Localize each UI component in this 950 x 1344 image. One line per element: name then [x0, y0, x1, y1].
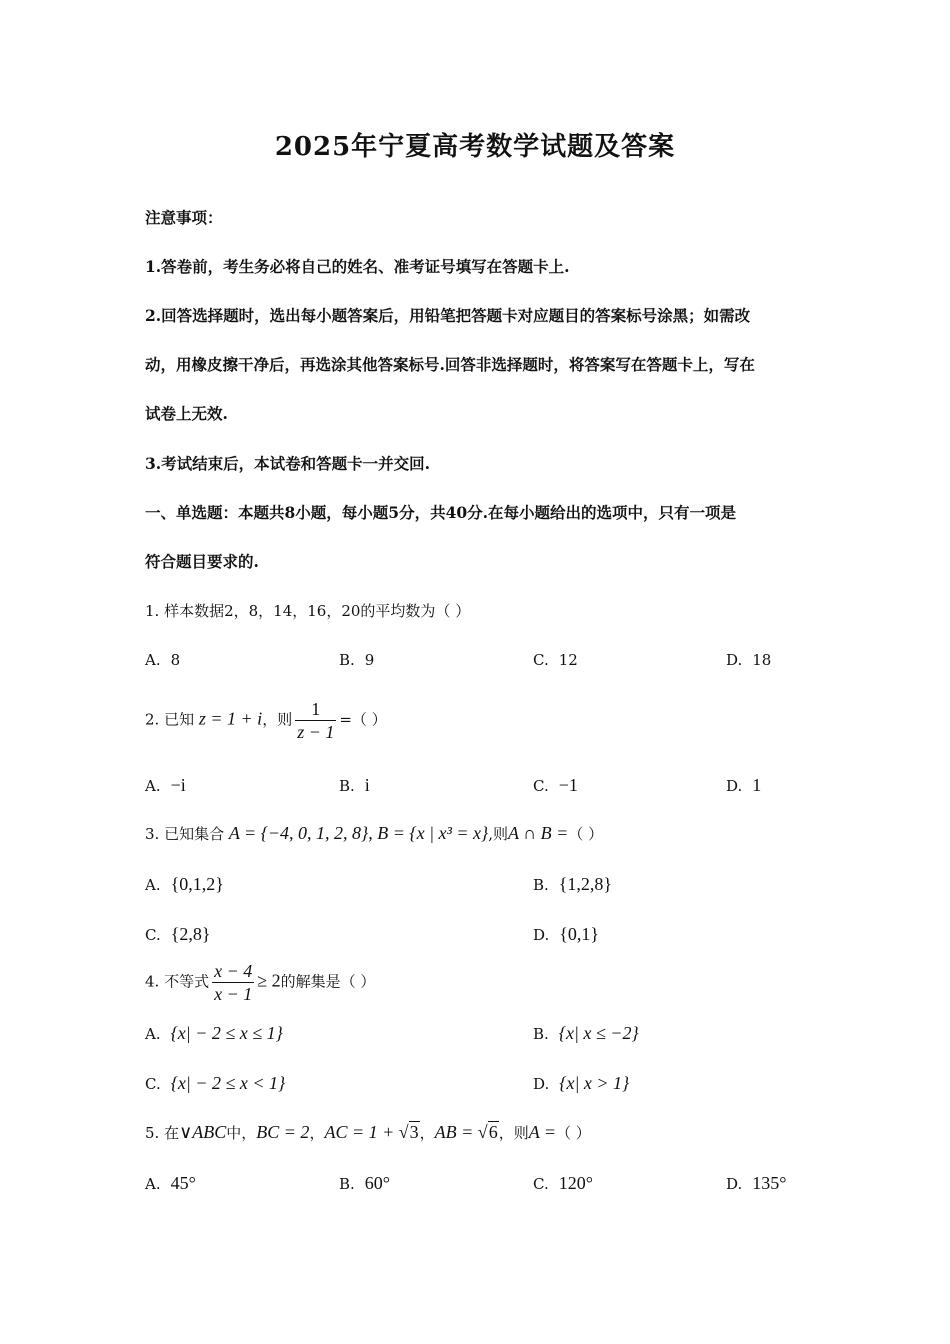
option-letter: C.	[533, 777, 549, 795]
option-letter: B.	[533, 1025, 549, 1043]
option-letter: C.	[533, 1175, 549, 1193]
q5-option-c	[533, 1173, 593, 1194]
option-letter: D.	[726, 777, 743, 795]
notice-item-2-line-3: 试卷上无效.	[145, 404, 228, 423]
option-letter: B.	[339, 777, 355, 795]
q5-ab-radicand: 6	[488, 1122, 498, 1142]
option-value: 60°	[364, 1173, 390, 1193]
option-letter: C.	[533, 651, 549, 669]
option-letter: B.	[339, 1175, 355, 1193]
option-letter: A.	[145, 1025, 161, 1043]
fraction-denominator: z − 1	[297, 722, 335, 742]
q2-option-b	[339, 775, 370, 796]
q5-ac: AC = 1 +	[324, 1122, 399, 1142]
option-value: 9	[364, 651, 375, 669]
option-letter: D.	[726, 1175, 743, 1193]
q1-option-c	[533, 651, 578, 669]
q5-text-1: 中，	[226, 1124, 257, 1142]
notice-item-2-line-2: 动，用橡皮擦干净后，再选涂其他答案标号.回答非选择题时，将答案写在答题卡上，写在	[145, 355, 755, 374]
q2-option-a	[145, 775, 186, 796]
q3-option-c	[145, 924, 211, 945]
q3-mid: ,则	[488, 825, 509, 843]
q5-bc: BC = 2	[256, 1122, 310, 1142]
q5-tail: （ ）	[556, 1124, 591, 1142]
notice-heading: 注意事项：	[145, 208, 223, 227]
option-value: {x| − 2 ≤ x ≤ 1}	[170, 1023, 283, 1043]
section-heading-line-2: 符合题目要求的.	[145, 552, 259, 571]
option-value: {2,8}	[170, 924, 211, 944]
option-value: i	[364, 775, 370, 795]
option-value: −1	[558, 775, 578, 795]
q5-option-a	[145, 1173, 196, 1194]
option-value: 45°	[170, 1173, 196, 1193]
option-value: {0,1,2}	[170, 874, 224, 894]
option-value: {x| x > 1}	[559, 1073, 630, 1093]
option-value: 135°	[752, 1173, 787, 1193]
option-value: 120°	[558, 1173, 593, 1193]
option-value: {x| x ≤ −2}	[558, 1023, 639, 1043]
q2-mid: ，则	[262, 710, 293, 729]
option-letter: C.	[145, 926, 161, 944]
notice-item-2-line-1: 2.回答选择题时，选出每小题答案后，用铅笔把答题卡对应题目的答案标号涂黑；如需改	[145, 306, 751, 325]
option-value: 1	[752, 775, 762, 795]
q4-lead: 4. 不等式	[145, 972, 210, 991]
option-value: 12	[558, 651, 578, 669]
fraction-numerator: 1	[295, 698, 336, 721]
fraction-denominator: x − 1	[214, 984, 253, 1004]
q3-option-b	[533, 874, 612, 895]
option-letter: C.	[145, 1075, 161, 1093]
q5-a-equals: A =	[528, 1122, 557, 1142]
q3-tail: （ ）	[568, 825, 604, 843]
q5-text-4: ，则	[498, 1124, 529, 1142]
q5-text-2: ，	[309, 1124, 325, 1142]
q5-option-b	[339, 1173, 390, 1194]
q5-lead: 5. 在	[145, 1124, 180, 1142]
q1-option-d	[726, 651, 771, 669]
option-letter: A.	[145, 1175, 161, 1193]
q3-option-a	[145, 874, 224, 895]
option-letter: A.	[145, 777, 161, 795]
q4-option-c	[145, 1073, 285, 1094]
q4-fraction	[212, 960, 254, 1005]
option-letter: D.	[533, 926, 550, 944]
option-value: 18	[752, 651, 772, 669]
q2-lead: 2. 已知	[145, 710, 195, 729]
q2-expression: z = 1 + i	[198, 708, 263, 729]
option-letter: D.	[533, 1075, 550, 1093]
q5-ac-radicand: 3	[409, 1122, 419, 1142]
option-value: {x| − 2 ≤ x < 1}	[170, 1073, 286, 1093]
q3-option-d	[533, 924, 599, 945]
notice-item-3: 3.考试结束后，本试卷和答题卡一并交回.	[145, 454, 431, 473]
sqrt-sign: √	[398, 1122, 409, 1142]
option-value: 8	[170, 651, 181, 669]
q3-expression: A = {−4, 0, 1, 2, 8}, B = {x | x³ = x}	[228, 823, 489, 843]
option-letter: A.	[145, 876, 161, 894]
q5-text-3: ，	[419, 1124, 435, 1142]
option-value: {1,2,8}	[558, 874, 613, 894]
q4-option-d	[533, 1073, 629, 1094]
question-1: 1. 样本数据2，8，14，16，20的平均数为（ ）	[145, 602, 471, 620]
option-value: {0,1}	[559, 924, 600, 944]
q5-ab: AB =	[434, 1122, 478, 1142]
q1-option-b	[339, 651, 374, 669]
fraction-numerator: x − 4	[214, 961, 253, 981]
q5-option-d	[726, 1173, 786, 1194]
q1-option-a	[145, 651, 180, 669]
q3-lead: 3. 已知集合	[145, 825, 225, 843]
page-title: 2025年宁夏高考数学试题及答案	[274, 132, 676, 162]
q3-expression-2: A ∩ B =	[508, 823, 569, 843]
question-5	[145, 1122, 591, 1143]
q4-tail: 的解集是（ ）	[280, 972, 376, 991]
section-heading-line-1: 一、单选题：本题共8小题，每小题5分，共40分.在每小题给出的选项中，只有一项是	[145, 503, 737, 522]
q2-option-d	[726, 775, 761, 796]
notice-item-1: 1.答卷前，考生务必将自己的姓名、准考证号填写在答题卡上.	[145, 257, 570, 276]
option-letter: B.	[339, 651, 355, 669]
q4-option-a	[145, 1023, 283, 1044]
option-value: −i	[170, 775, 186, 795]
option-letter: B.	[533, 876, 549, 894]
question-2	[145, 698, 387, 743]
question-3	[145, 823, 603, 844]
sqrt-sign: √	[477, 1122, 488, 1142]
q2-fraction	[295, 698, 336, 743]
question-4	[145, 960, 375, 1005]
q2-option-c	[533, 775, 578, 796]
option-letter: A.	[145, 651, 161, 669]
q4-option-b	[533, 1023, 639, 1044]
q5-triangle: ∨ABC	[179, 1122, 227, 1142]
q2-tail: =（ ）	[339, 710, 387, 729]
q4-expression: ≥ 2	[257, 970, 281, 991]
option-letter: D.	[726, 651, 743, 669]
